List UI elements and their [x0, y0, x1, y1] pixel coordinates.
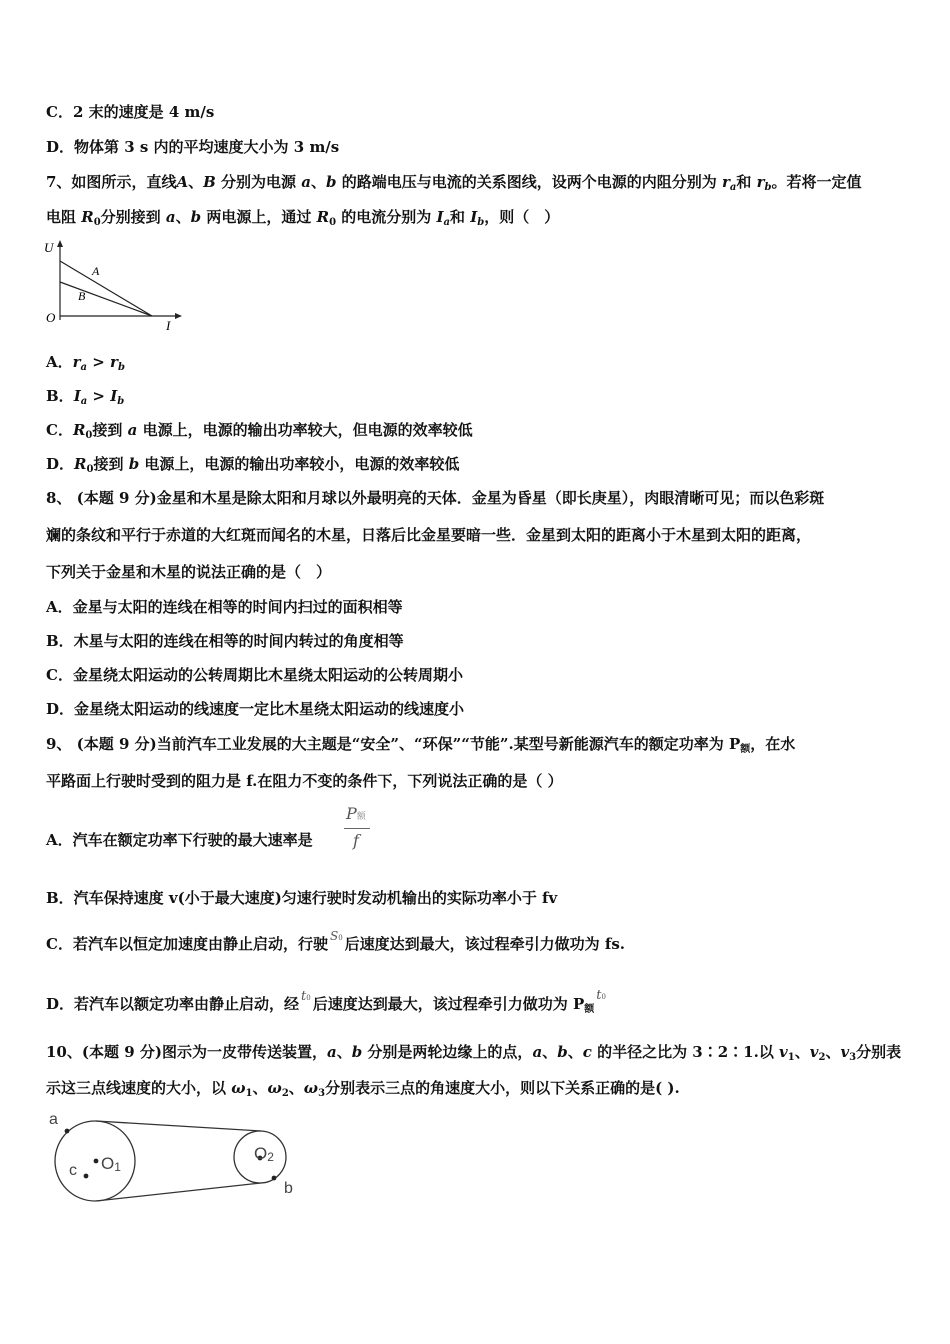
label-o2: O2 [254, 1144, 274, 1164]
point-a [65, 1129, 70, 1134]
q10-stem-line1: 10、(本题 9 分)图示为一皮带传送装置，a、b 分别是两轮边缘上的点，a、b、c 的半径之比为 3∶2∶1.以 $v_1$、$v_2$、$v_3$分别表 [46, 1043, 902, 1063]
option-c-prev: C．2 末的速度是 4 m/s [46, 103, 215, 121]
q8-stem-line1: 8、 (本题 9 分)金星和木星是除太阳和月球以外最明亮的天体．金星为昏星（即长庚星），肉眼清晰可见；而以色彩斑 [46, 489, 825, 507]
i-label: I [166, 318, 171, 333]
q8-stem-line3: 下列关于金星和木星的说法正确的是（ ） [46, 563, 332, 581]
q9-option-c: C．若汽车以恒定加速度由静止启动，行驶 $^{S0}$ 后速度达到最大，该过程牵引力做功为 fs. [46, 929, 625, 953]
q7-option-c: C．$R_0$接到 a 电源上，电源的输出功率较大，但电源的效率较低 [46, 421, 473, 441]
point-c [84, 1174, 89, 1179]
q8-option-a: A．金星与太阳的连线在相等的时间内扫过的面积相等 [46, 598, 403, 616]
ui-graph [40, 238, 190, 333]
label-a: a [49, 1111, 58, 1128]
q7-option-a: A．$r_a > r_b$ [46, 353, 125, 373]
o-label: O [46, 310, 56, 325]
q10-stem-line2: 示这三点线速度的大小，以 $\omega_1$、$\omega_2$、$\omega_3$分别表示三点的角速度大小，则以下关系正确的是( ). [46, 1079, 680, 1099]
option-d-prev: D．物体第 3 s 内的平均速度大小为 3 m/s [46, 138, 340, 156]
label-c: c [69, 1162, 77, 1179]
q9-option-b: B．汽车保持速度 v(小于最大速度)匀速行驶时发动机输出的实际功率小于 fv [46, 889, 558, 907]
q9-stem-line1: 9、 (本题 9 分)当前汽车工业发展的大主题是“安全”、“环保”“节能”.某型号新能源汽车的额定功率为 $P_额$，在水 [46, 735, 796, 755]
q7-stem-line1: 7、如图所示，直线A、B 分别为电源 a、b 的路端电压与电流的关系图线，设两个电源的内阻分别为 $r_a$和 $r_b$。若将一定值 [46, 173, 862, 193]
u-axis-arrow-icon [57, 240, 63, 247]
b-label: B [78, 289, 86, 303]
q8-stem-line2: 斓的条纹和平行于赤道的大红斑而闻名的木星，日落后比金星要暗一些．金星到太阳的距离小于木星到太阳的距离， [46, 526, 812, 544]
label-b: b [284, 1180, 293, 1197]
q9-stem-line2: 平路面上行驶时受到的阻力是 f.在阻力不变的条件下，下列说法正确的是（ ） [46, 772, 563, 790]
center-o1 [94, 1159, 99, 1164]
q8-option-b: B．木星与太阳的连线在相等的时间内转过的角度相等 [46, 632, 404, 650]
q9-option-d: D．若汽车以额定功率由静止启动，经 t0 后速度达到最大，该过程牵引力做功为 $P_额t0$ [46, 988, 606, 1015]
point-b [272, 1176, 277, 1181]
formula-p-rated: P额 [346, 804, 366, 823]
a-label: A [92, 264, 100, 278]
q7-option-d: D．$R_0$接到 b 电源上，电源的输出功率较小，电源的效率较低 [46, 455, 460, 475]
i-axis-arrow-icon [175, 313, 182, 319]
label-o1: O1 [101, 1154, 121, 1174]
q9-option-a: A．汽车在额定功率下行驶的最大速率是 [46, 831, 313, 849]
formula-f: f [353, 831, 359, 850]
line-b [60, 282, 152, 316]
line-a [60, 261, 152, 316]
belt-pulley-diagram [40, 1105, 310, 1210]
u-label: U [44, 240, 54, 255]
q7-stem-line2: 电阻 $R_0$分别接到 a、b 两电源上，通过 $R_0$ 的电流分别为 $I_a$和 $I_b$，则（ ） [46, 208, 560, 228]
q7-option-b: B．$I_a > I_b$ [46, 387, 125, 407]
fraction-bar [344, 828, 370, 829]
q8-option-d: D．金星绕太阳运动的线速度一定比木星绕太阳运动的线速度小 [46, 700, 465, 718]
q8-option-c: C．金星绕太阳运动的公转周期比木星绕太阳运动的公转周期小 [46, 666, 463, 684]
belt-top [96, 1121, 261, 1131]
